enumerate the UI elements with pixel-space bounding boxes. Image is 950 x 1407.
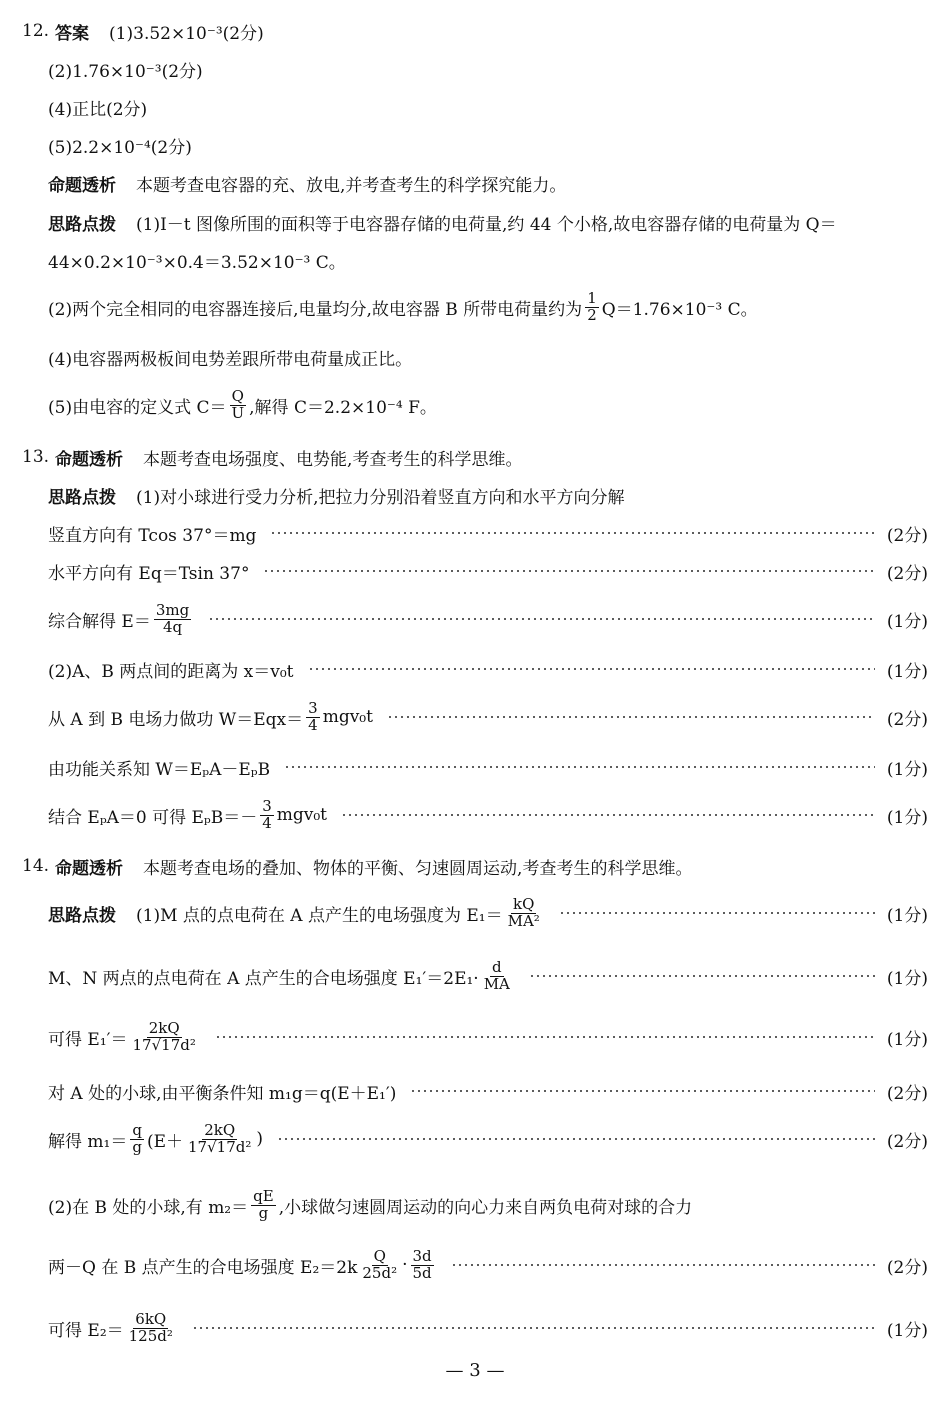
q13-step-2-text: 水平方向有 Eq＝Tsin 37°: [48, 563, 250, 584]
q14-number: 14.: [22, 856, 50, 876]
q14-step-3-score: (1分): [886, 1029, 928, 1050]
q14-e2b-fraction: $\frac{3d}{5d}$: [412, 1246, 432, 1282]
q13-step-5-tail: mgv₀t: [322, 707, 373, 727]
q14-step-2-text: M、N 两点的点电荷在 A 点产生的合电场强度 E₁′＝2E₁·: [48, 968, 479, 989]
q14-qg-fraction: $\frac{q}{g}$: [132, 1120, 142, 1156]
q13-step-3-score: (1分): [886, 611, 928, 632]
q14-step-4: [48, 1072, 928, 1110]
q14-e2-fraction: $\frac{6kQ}{\text{125d²}}$: [128, 1309, 173, 1345]
q12-hint-1: (1)I－t 图像所围的面积等于电容器存储的电荷量,约 44 个小格,故电容器存储的电荷量为 Q＝: [136, 214, 837, 235]
q14-intent-text: 本题考查电场的叠加、物体的平衡、匀速圆周运动,考查考生的科学思维。: [143, 858, 693, 879]
q13-number: 13.: [22, 447, 50, 467]
q13-step-7: [48, 796, 928, 834]
q13-intent-text: 本题考查电场强度、电势能,考查考生的科学思维。: [143, 449, 523, 470]
q13-step-4-score: (1分): [886, 661, 928, 682]
q12-hint-line-1b: [48, 241, 950, 279]
q13-step-6-text: 由功能关系知 W＝EₚA－EₚB: [48, 759, 271, 780]
q12-hint-2a: (2)两个完全相同的电容器连接后,电量均分,故电容器 B 所带电荷量约为: [48, 299, 583, 320]
q14-step-5: [48, 1120, 928, 1158]
q12-hint-5a: (5)由电容的定义式 C＝: [48, 397, 227, 418]
q12-answer-4: (5)2.2×10⁻⁴(2分): [48, 137, 192, 158]
q13-intent-line: [22, 438, 950, 476]
q12-hint-line-4: [48, 338, 950, 376]
q14-step-6-tail: ,小球做匀速圆周运动的向心力来自两负电荷对球的合力: [278, 1197, 693, 1218]
q12-hint-5b: ,解得 C＝2.2×10⁻⁴ F。: [249, 397, 437, 418]
q14-step-8-text: 可得 E₂＝: [48, 1320, 124, 1341]
q13-step-3: [48, 600, 928, 638]
q14-hint-label: 思路点拨: [48, 905, 116, 926]
q12-answer-line: [22, 12, 950, 50]
q12-intent-line: [48, 164, 950, 202]
q13-e-fraction: $\frac{3mg}{4q}$: [155, 600, 190, 636]
q13-step-7-text: 结合 EₚA＝0 可得 EₚB＝－: [48, 807, 258, 828]
q14-step-3: [48, 1018, 928, 1056]
q12-qu-fraction: $\frac{Q}{U}$: [231, 386, 245, 422]
q13-step-1: [48, 514, 928, 552]
q14-step-8-score: (1分): [886, 1320, 928, 1341]
q13-step-6-score: (1分): [886, 759, 928, 780]
q12-answer-3: (4)正比(2分): [48, 99, 148, 120]
q14-dma-fraction: $\frac{d}{MA}$: [483, 957, 510, 993]
q12-hint-line-1: [48, 203, 938, 241]
q14-step-4-text: 对 A 处的小球,由平衡条件知 m₁g＝q(E＋E₁′): [48, 1083, 397, 1104]
q14-intent-line: [22, 847, 950, 885]
q14-e1p-fraction: $\frac{2kQ}{\text{17√17d²}}$: [132, 1018, 196, 1054]
q14-step-3-text: 可得 E₁′＝: [48, 1029, 128, 1050]
q12-intent-label: 命题透析: [48, 175, 116, 196]
q12-hint-label: 思路点拨: [48, 214, 116, 235]
q13-step-1-text: 竖直方向有 Tcos 37°＝mg: [48, 525, 257, 546]
q14-step-7-score: (2分): [886, 1257, 928, 1278]
q13-step-4-text: (2)A、B 两点间的距离为 x＝v₀t: [48, 661, 294, 682]
q14-step-8: [48, 1309, 928, 1347]
q13-ep-fraction: $\frac{3}{4}$: [262, 796, 272, 832]
q12-hint-1b: 44×0.2×10⁻³×0.4＝3.52×10⁻³ C。: [48, 252, 346, 273]
q12-intent-text: 本题考查电容器的充、放电,并考查考生的科学探究能力。: [136, 175, 567, 196]
q13-step-5: [48, 698, 928, 736]
q12-hint-2b: Q＝1.76×10⁻³ C。: [601, 299, 758, 320]
q12-answer-2: (2)1.76×10⁻³(2分): [48, 61, 203, 82]
q14-step-5-tail: ): [256, 1129, 263, 1149]
q13-w-fraction: $\frac{3}{4}$: [308, 698, 318, 734]
q12-hint-line-2: [48, 288, 950, 326]
q14-step-5-score: (2分): [886, 1131, 928, 1152]
q13-step-4: [48, 650, 928, 688]
q14-intent-label: 命题透析: [55, 858, 124, 879]
q13-step-5-score: (2分): [886, 709, 928, 730]
q12-number: 12.: [22, 21, 50, 41]
q13-step-5-text: 从 A 到 B 电场力做功 W＝Eqx＝: [48, 709, 304, 730]
q14-step-6-text: (2)在 B 处的小球,有 m₂＝: [48, 1197, 249, 1218]
q13-hint-line: [48, 476, 950, 514]
q14-step-7-dot: ·: [402, 1255, 408, 1275]
q12-hint-4: (4)电容器两极板间电势差跟所带电荷量成正比。: [48, 349, 413, 370]
q14-step-1: [48, 894, 928, 932]
q13-hint-label: 思路点拨: [48, 487, 116, 508]
q14-step-5-text: 解得 m₁＝: [48, 1131, 128, 1152]
q14-step-1-text: (1)M 点的点电荷在 A 点产生的电场强度为 E₁＝: [136, 905, 503, 926]
q13-step-1-score: (2分): [886, 525, 928, 546]
q14-step-5-mid: (E＋: [146, 1131, 183, 1152]
q12-answer-2-line: [48, 50, 950, 88]
q12-answer-label: 答案: [55, 23, 90, 44]
q14-e1-fraction: $\frac{kQ}{\text{MA²}}$: [507, 894, 540, 930]
q14-step-2: [48, 957, 928, 995]
q12-hint-line-5: [48, 386, 950, 424]
q14-step-7-text: 两－Q 在 B 点产生的合电场强度 E₂＝2k: [48, 1257, 358, 1278]
q12-half-fraction: $\frac{1}{2}$: [587, 288, 597, 324]
q12-answer-4-line: [48, 126, 950, 164]
q14-m1-fraction: $\frac{2kQ}{\text{17√17d²}}$: [188, 1120, 252, 1156]
q13-step-6: [48, 748, 928, 786]
q14-step-4-score: (2分): [886, 1083, 928, 1104]
q14-step-2-score: (1分): [886, 968, 928, 989]
q13-step-2-score: (2分): [886, 563, 928, 584]
q13-step-2: [48, 552, 928, 590]
q13-intent-label: 命题透析: [55, 449, 124, 470]
q14-step-6: [48, 1186, 950, 1224]
q13-step-7-tail: mgv₀t: [276, 805, 328, 825]
page-number: — 3 —: [445, 1360, 505, 1381]
q13-step-7-score: (1分): [886, 807, 928, 828]
q13-step-3-text: 综合解得 E＝: [48, 611, 151, 632]
q14-step-1-score: (1分): [886, 905, 928, 926]
q13-hint-intro: (1)对小球进行受力分析,把拉力分别沿着竖直方向和水平方向分解: [136, 487, 625, 508]
q14-m2-fraction: $\frac{qE}{g}$: [253, 1186, 274, 1222]
q12-answer-1: (1)3.52×10⁻³(2分): [109, 23, 264, 44]
q14-e2a-fraction: $\frac{Q}{\text{25d²}}$: [362, 1246, 398, 1282]
q12-answer-3-line: [48, 88, 950, 126]
q14-step-7: [48, 1246, 928, 1284]
